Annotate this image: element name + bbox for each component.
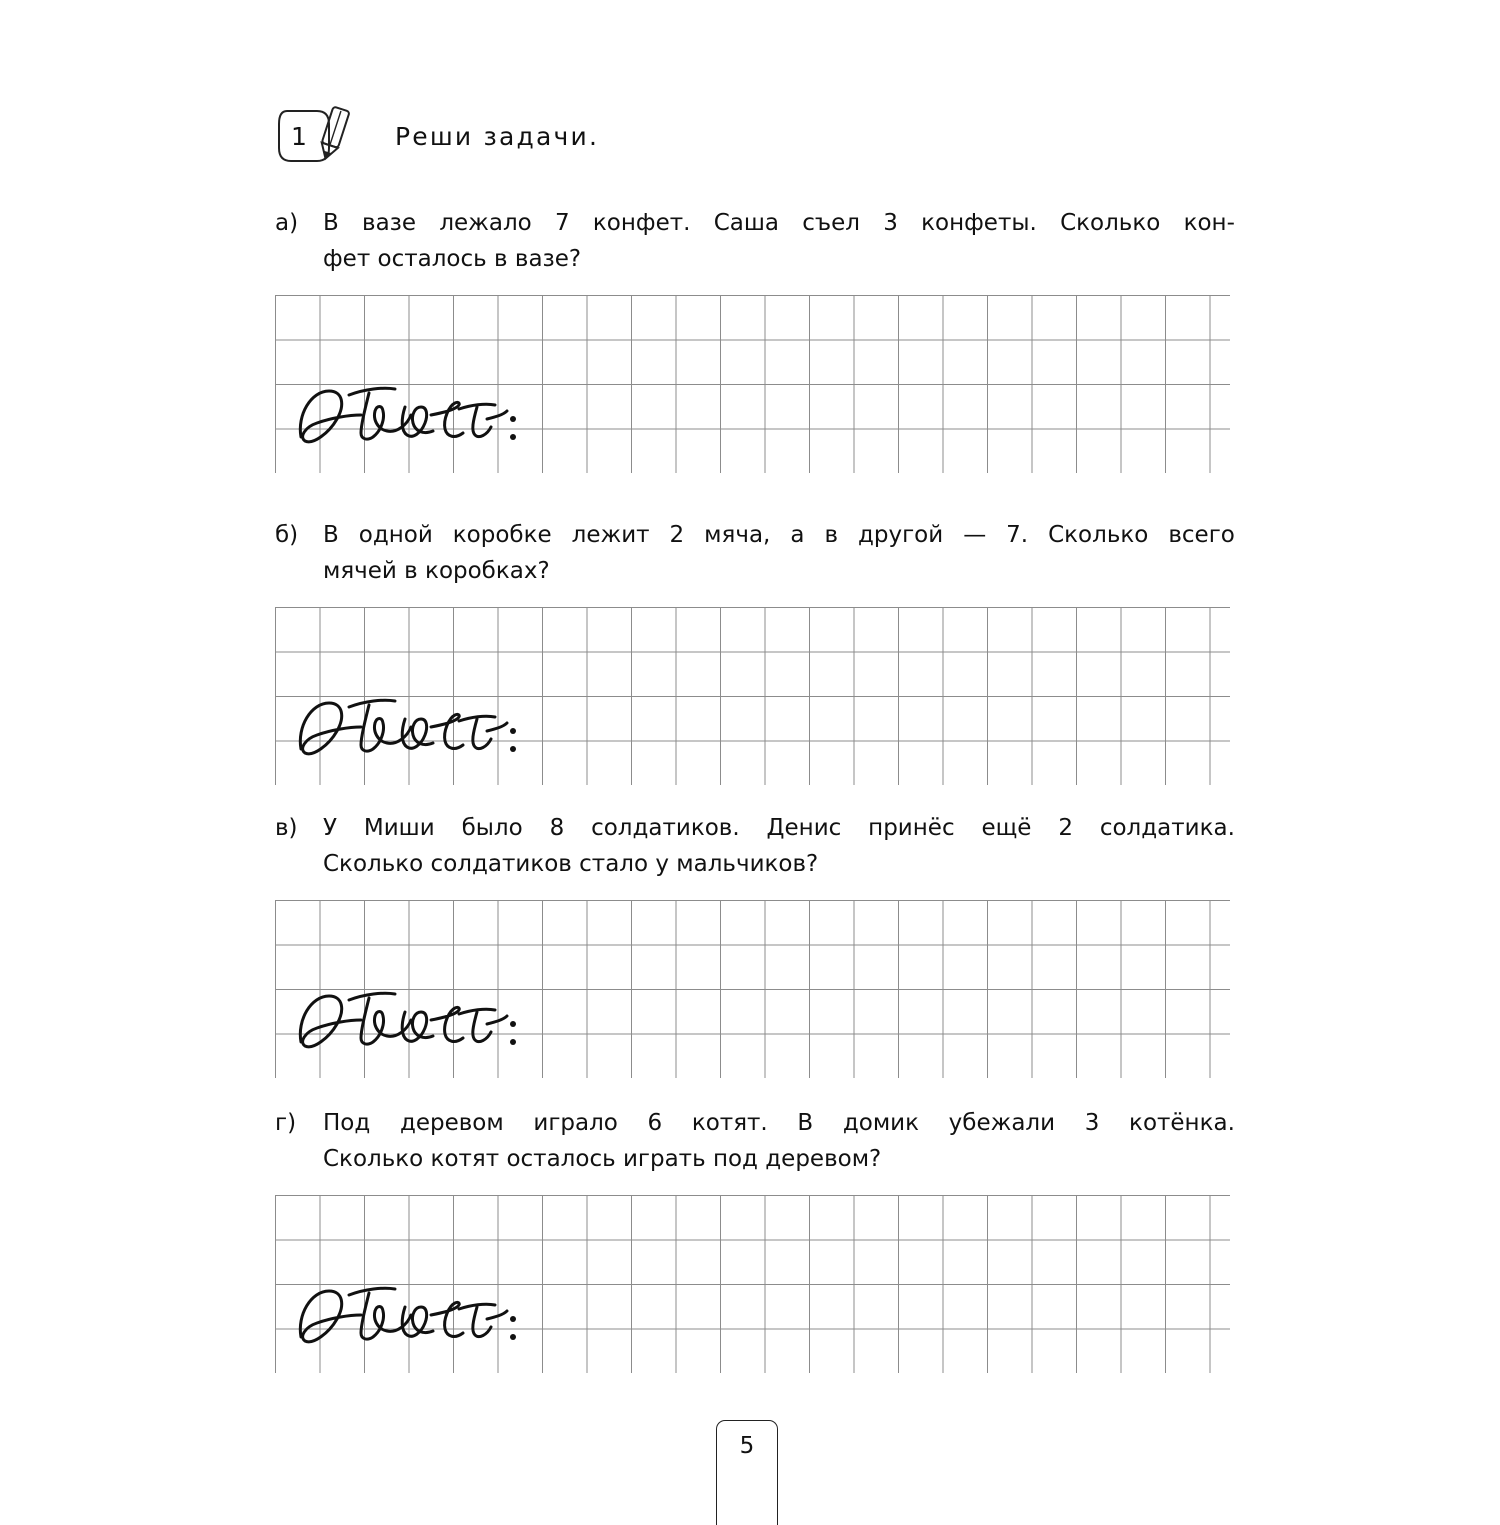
problem-b-text [275,517,1235,589]
problem-a-answer-grid[interactable] [275,295,1230,473]
problem-v-text [275,810,1235,882]
problem-v-line-1: У Миши было 8 солдатиков. Денис принёс ещё 2 солдатика. [323,815,1235,841]
answer-label-b [291,691,521,771]
problem-b-line-2: мячей в коробках? [323,558,550,584]
problem-v-answer-grid[interactable] [275,900,1230,1078]
problem-g-line-1: Под деревом играло 6 котят. В домик убежали 3 котёнка. [323,1110,1235,1136]
problem-v [275,810,1235,1078]
problem-b [275,517,1235,785]
task-number-badge [275,108,333,164]
task-header [275,108,599,164]
problem-a-label: а) [275,210,299,236]
answer-label-v [291,984,521,1064]
problem-a-line-2: фет осталось в вазе? [323,246,582,272]
task-number: 1 [291,121,307,151]
problem-g-text [275,1105,1235,1177]
answer-label-a [291,379,521,459]
problem-g-answer-grid[interactable] [275,1195,1230,1373]
problem-b-label: б) [275,522,299,548]
problem-g [275,1105,1235,1373]
problem-g-line-2: Сколько котят осталось играть под деревом? [323,1146,882,1172]
task-instruction: Реши задачи. [395,121,600,151]
page-number: 5 [739,1433,755,1459]
problem-b-line-1: В одной коробке лежит 2 мяча, а в другой — 7. Сколько всего [323,522,1235,548]
pencil-icon [311,104,357,160]
problem-v-label: в) [275,815,298,841]
problem-b-answer-grid[interactable] [275,607,1230,785]
problem-g-label: г) [275,1110,297,1136]
problem-v-line-2: Сколько солдатиков стало у мальчиков? [323,851,819,877]
problem-a-line-1: В вазе лежало 7 конфет. Саша съел 3 конфеты. Сколько кон- [323,210,1235,236]
page-number-box [716,1420,778,1525]
problem-a-text [275,205,1235,277]
problem-a [275,205,1235,473]
answer-label-g [291,1279,521,1359]
